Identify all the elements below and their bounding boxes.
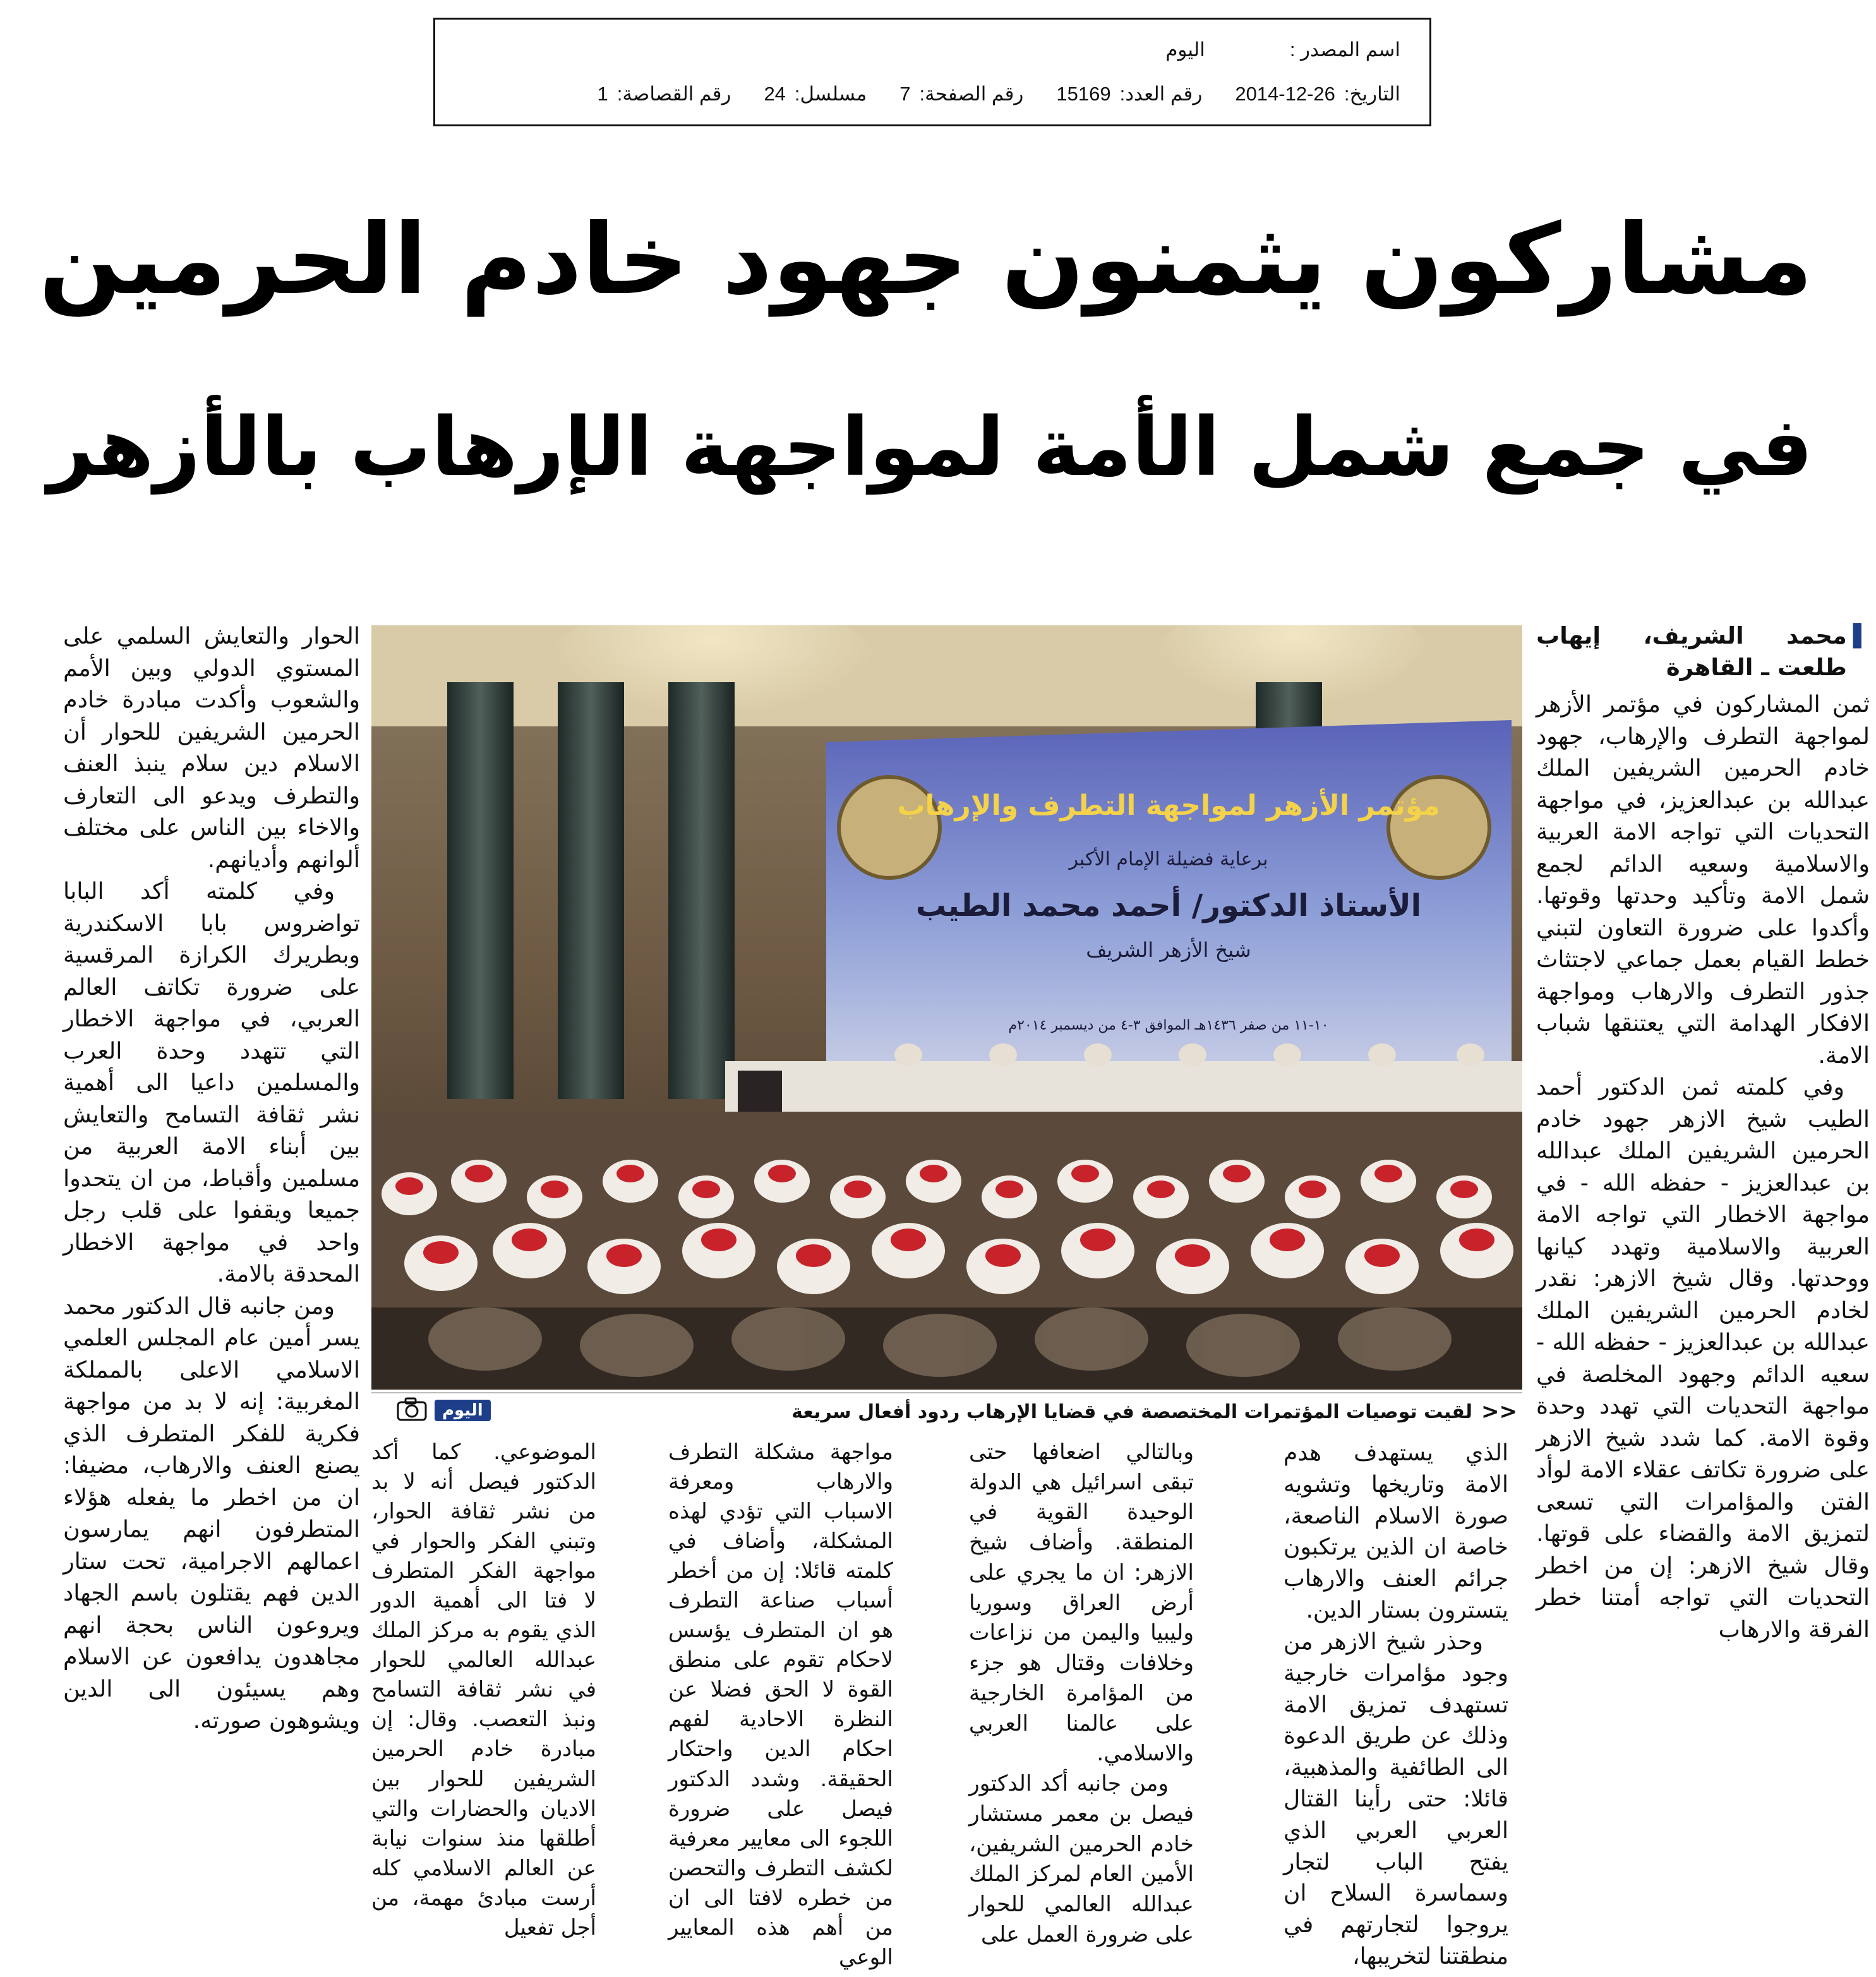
banner-patron: برعاية فضيلة الإمام الأكبر (1069, 848, 1268, 870)
banner-dates: ١٠-١١ من صفر ١٤٣٦هـ الموافق ٣-٤ من ديسمبر ٢٠١٤م (1008, 1018, 1329, 1033)
metadata-row-details (460, 83, 1400, 105)
date-field (1235, 83, 1400, 105)
paragraph: الموضوعي. كما أكد الدكتور فيصل أنه لا بد من نشر ثقافة الحوار، وتبني الفكر والحوار في مواجهة الفكر المتطرف لا فتا الى أهمية الدور الذي يقوم به مركز الملك عبدالله العالمي للحوار في نشر ثقافة التسامح ونبذ التعصب. وقال: إن مبادرة خادم الحرمين الشريفين للحوار بين الاديان والحضارات والتي أطلقها منذ سنوات نيابة عن العالم الاسلامي كله أرست مبادئ مهمة، من أجل تفعيل (371, 1439, 596, 1940)
paragraph: وفي كلمته ثمن الدكتور أحمد الطيب شيخ الازهر جهود خادم الحرمين الشريفين الملك عبدالله بن عبدالعزيز - حفظه الله - في مواجهة الاخطار التي تواجه الامة العربية والاسلامية وتهدد كيانها ووحدتها. وقال شيخ الازهر: نقدر لخادم الحرمين الشريفين الملك عبدالله بن عبدالعزيز - حفظه الله - سعيه الدائم وجهود المخلصة في مواجهة التحديات التي تهدد وحدة وقوة الامة. كما شدد شيخ الازهر على ضرورة تكاتف عقلاء الامة لوأد الفتن والمؤامرات التي تسعى لتمزيق الامة والقضاء على قوتها. وقال شيخ الازهر: إن من اخطر التحديات التي تواجه أمتنا خطر الفرقة والارهاب (1536, 1073, 1870, 1643)
paragraph: وبالتالي اضعافها حتى تبقى اسرائيل هي الدولة الوحيدة القوية في المنطقة. وأضاف شيخ الازهر: ان ما يجري على أرض العراق وسوريا وليبيا واليمن من نزاعات وخلافات وقتال هو جزء من المؤامرة الخارجية على عالمنا العربي والاسلامي. (969, 1439, 1194, 1767)
headline-line-1: مشاركون يثمنون جهود خادم الحرمين (39, 203, 1813, 316)
issue-label: رقم العدد: (1119, 83, 1203, 105)
article-column-4 (668, 1438, 893, 1974)
article-column-3 (969, 1438, 1194, 1974)
serial-label: مسلسل: (794, 83, 867, 105)
clip-label: رقم القصاصة: (616, 83, 731, 105)
caption-text: لقيت توصيات المؤتمرات المختصصة في قضايا الإرهاب ردود أفعال سريعة (791, 1400, 1473, 1423)
date-value: 2014-12-26 (1235, 83, 1335, 105)
metadata-row-source (460, 39, 1400, 61)
clip-field (598, 83, 731, 105)
paragraph: الحوار والتعايش السلمي على المستوي الدولي وبين الأمم والشعوب وأكدت مبادرة خادم الحرمين الشريفين للحوار أن الاسلام دين سلام ينبذ العنف والتطرف ويدعو الى التعارف والاخاء بين الناس على مختلف ألوانهم وأديانهم. (63, 622, 360, 873)
logo-text: اليوم (435, 1400, 491, 1421)
paragraph: ومن جانبه أكد الدكتور فيصل بن معمر مستشار خادم الحرمين الشريفين، الأمين العام لمركز الملك عبدالله العالمي للحوار على ضرورة العمل على (969, 1771, 1194, 1947)
clipping-metadata-box (433, 18, 1431, 126)
paragraph: وفي كلمته أكد البابا تواضروس بابا الاسكندرية وبطريرك الكرازة المرقسية على ضرورة تكاتف العالم العربي، في مواجهة الاخطار التي تتهدد وحدة العرب والمسلمين داعيا الى أهمية نشر ثقافة التسامح والتعايش بين أبناء الامة العربية من مسلمين وأقباط، من ان يتحدوا جميعا ويقفوا على قلب رجل واحد في مواجهة الاخطار المحدقة بالامة. (63, 877, 360, 1287)
byline (1536, 620, 1870, 683)
conference-photo (371, 625, 1522, 1390)
serial-field (764, 83, 867, 105)
issue-field (1056, 83, 1202, 105)
paragraph: مواجهة مشكلة التطرف والارهاب ومعرفة الاسباب التي تؤدي لهذه المشكلة، وأضاف في كلمته قائلا: إن من أخطر أسباب صناعة التطرف هو ان المتطرف يؤسس لاحكام تقوم على منطق القوة لا الحق فضلا عن النظرة الاحادية لفهم احكام الدين واحتكار الحقيقة. وشدد الدكتور فيصل على ضرورة اللجوء الى معايير معرفية لكشف التطرف والتحصن من خطره لافتا الى ان من أهم هذه المعايير الوعي (668, 1439, 893, 1970)
newspaper-logo (397, 1397, 491, 1424)
photo-caption (371, 1392, 1522, 1430)
issue-value: 15169 (1056, 83, 1111, 105)
headline-line-2: في جمع شمل الأمة لمواجهة الإرهاب بالأزهر (47, 400, 1813, 495)
serial-value: 24 (764, 83, 786, 105)
clip-value: 1 (597, 83, 608, 105)
article-column-2 (1284, 1438, 1508, 1974)
source-field (1165, 39, 1400, 61)
page-label: رقم الصفحة: (919, 83, 1024, 105)
bookmark-icon: ▌ (1853, 623, 1870, 649)
article-column-1 (1536, 620, 1870, 1972)
paragraph: ومن جانبه قال الدكتور محمد يسر أمين عام المجلس العلمي الاسلامي الاعلى بالمملكة المغربية: إنه لا بد من مواجهة فكرية للفكر المتطرف الذي يصنع العنف والارهاب، مضيفا: ان من اخطر ما يفعله هؤلاء المتطرفون انهم يمارسون اعمالهم الاجرامية، تحت ستار الدين فهم يقتلون باسم الجهاد ويروعون الناس بحجة انهم مجاهدون يدافعون عن الاسلام وهم يسيئون الى الدين ويشوهون صورته. (63, 1292, 360, 1734)
caption-arrow-icon: << (1481, 1399, 1517, 1424)
date-label: التاريخ: (1344, 83, 1400, 105)
banner-title: مؤتمر الأزهر لمواجهة التطرف والإرهاب (897, 790, 1440, 822)
article-column-6 (63, 620, 360, 1972)
camera-icon (397, 1397, 427, 1424)
source-label: اسم المصدر : (1289, 39, 1400, 61)
banner-name: الأستاذ الدكتور/ أحمد محمد الطيب (915, 888, 1422, 923)
page-value: 7 (899, 83, 911, 105)
paragraph: الذي يستهدف هدم الامة وتاريخها وتشويه صورة الاسلام الناصعة، خاصة ان الذين يرتكبون جرائم العنف والارهاب يتسترون بستار الدين. (1284, 1440, 1508, 1624)
page-field (899, 83, 1023, 105)
byline-text: محمد الشريف، إيهاب طلعت ـ القاهرة (1536, 622, 1847, 681)
banner-role: شيخ الأزهر الشريف (1086, 938, 1251, 962)
paragraph: وحذر شيخ الازهر من وجود مؤامرات خارجية تستهدف تمزيق الامة وذلك عن طريق الدعوة الى الطائفية والمذهبية، قائلا: حتى رأينا القتال العربي العربي الذي يفتح الباب لتجار وسماسرة السلاح ان يروجوا لتجارتهم في منطقتنا لتخريبها، (1284, 1628, 1508, 1969)
source-value: اليوم (1165, 39, 1205, 61)
paragraph: ثمن المشاركون في مؤتمر الأزهر لمواجهة التطرف والإرهاب، جهود خادم الحرمين الشريفين الملك عبدالله بن عبدالعزيز، في مواجهة التحديات التي تواجه الامة العربية والاسلامية وسعيه الدائم لجمع شمل الامة وتأكيد وحدتها وقوتها. وأكدوا على ضرورة التعاون لتبني خطط القيام بعمل جماعي لاجتثاث جذور التطرف والارهاب ومواجهة الافكار الهدامة التي يعتنقها شباب الامة. (1536, 690, 1870, 1069)
article-column-5 (371, 1438, 596, 1974)
